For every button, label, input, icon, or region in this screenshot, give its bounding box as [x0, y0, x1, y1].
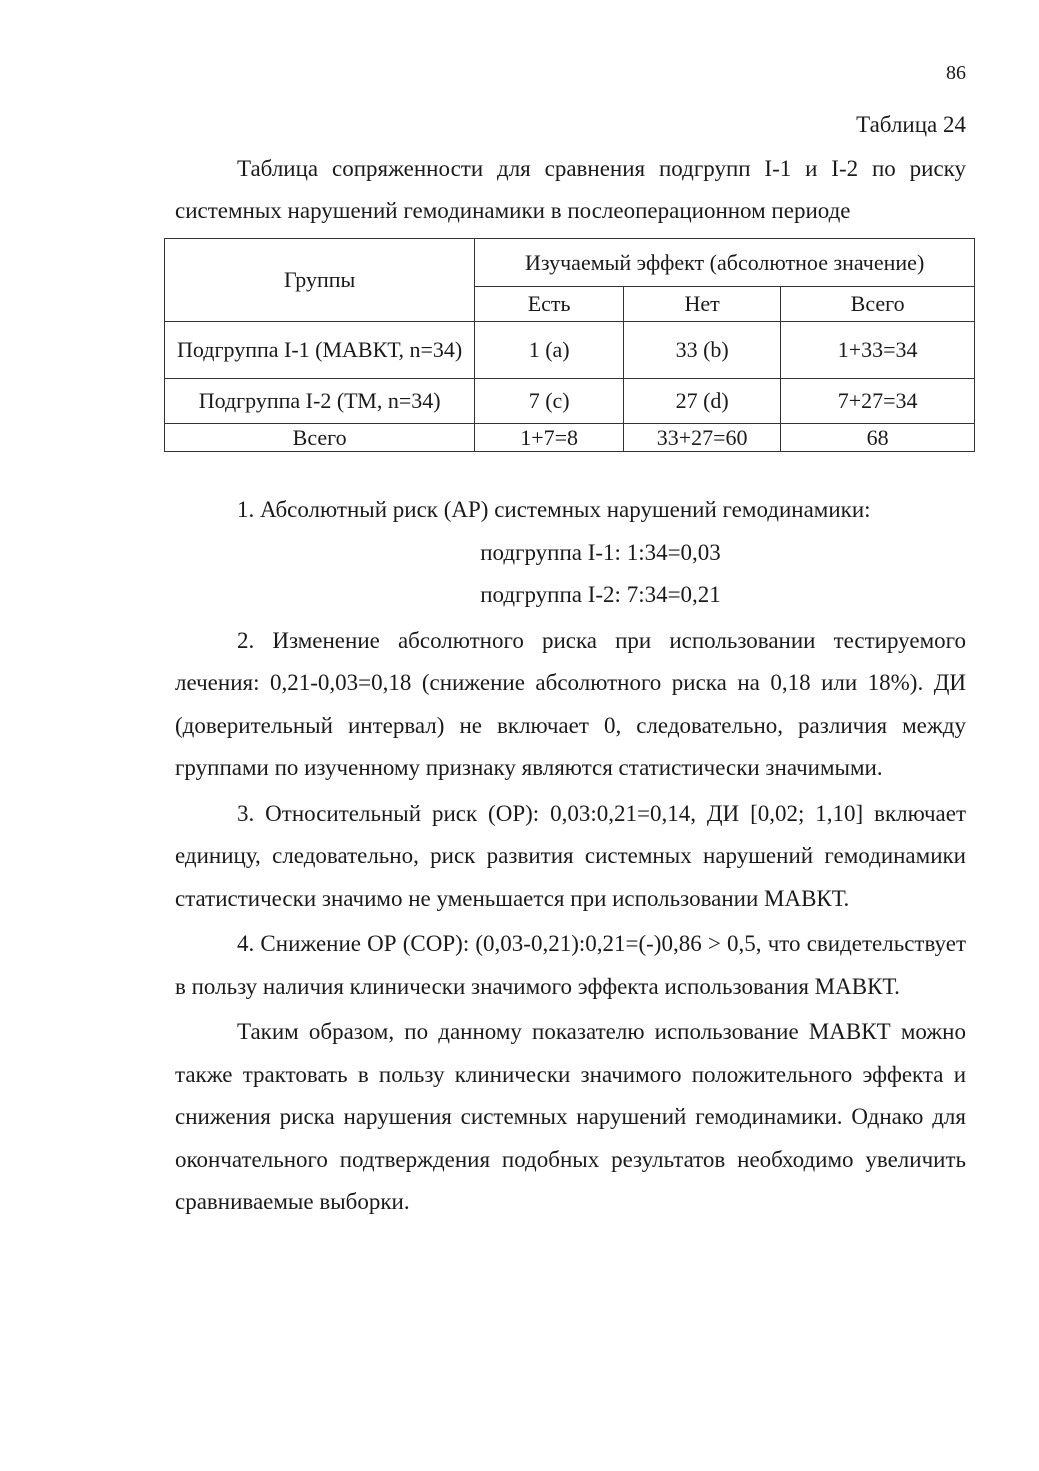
paragraph-absolute-risk: 1. Абсолютный риск (АР) системных нарушений гемодинамики: — [237, 497, 871, 522]
row-total: 7+27=34 — [781, 379, 975, 424]
row-group: Подгруппа I-1 (МАВКТ, n=34) — [165, 322, 475, 379]
header-groups: Группы — [165, 239, 475, 322]
contingency-table — [164, 238, 975, 452]
paragraph-conclusion: Таким образом, по данному показателю использование МАВКТ можно также трактовать в пользу клинически значимого положительного эффекта и снижения риска нарушения системных нарушений гемодинамики. Однако для окончательного подтверждения подобных результатов необходимо увеличить сравниваемые выборки. — [175, 1019, 966, 1214]
header-effect: Изучаемый эффект (абсолютное значение) — [475, 239, 975, 287]
table-row-total — [165, 424, 975, 452]
row-total: 68 — [781, 424, 975, 452]
row-no: 33 (b) — [624, 322, 781, 379]
header-no: Нет — [624, 287, 781, 322]
table-label: Таблица 24 — [856, 112, 966, 137]
row-no: 27 (d) — [624, 379, 781, 424]
row-yes: 7 (c) — [475, 379, 624, 424]
paragraph-relative-risk: 3. Относительный риск (ОР): 0,03:0,21=0,14, ДИ [0,02; 1,10] включает единицу, следовательно, риск развития системных нарушений гемодинамики статистически значимо не уменьшается при использовании МАВКТ. — [175, 800, 966, 911]
table-caption: Таблица сопряженности для сравнения подгрупп I-1 и I-2 по риску системных нарушений гемодинамики в послеоперационном периоде — [175, 156, 966, 223]
page-number: 86 — [946, 62, 966, 84]
row-total: 1+33=34 — [781, 322, 975, 379]
paragraph-risk-change: 2. Изменение абсолютного риска при использовании тестируемого лечения: 0,21-0,03=0,18 (снижение абсолютного риска на 0,18 или 18%). ДИ (доверительный интервал) не включает 0, следовательно, различия между группами по изученному признаку являются статистически значимыми. — [175, 627, 966, 780]
row-no: 33+27=60 — [624, 424, 781, 452]
formula-subgroup-1: подгруппа I-1: 1:34=0,03 — [480, 539, 721, 565]
row-group: Подгруппа I-2 (ТМ, n=34) — [165, 379, 475, 424]
row-yes: 1 (a) — [475, 322, 624, 379]
paragraph-relative-risk-reduction: 4. Снижение ОР (СОР): (0,03-0,21):0,21=(-)0,86 > 0,5, что свидетельствует в пользу наличия клинически значимого эффекта использования МАВКТ. — [175, 931, 966, 999]
body-text — [175, 489, 966, 1224]
formula-subgroup-2: подгруппа I-2: 7:34=0,21 — [480, 582, 721, 607]
header-total: Всего — [781, 287, 975, 322]
row-group: Всего — [165, 424, 475, 452]
table-row — [165, 379, 975, 424]
row-yes: 1+7=8 — [475, 424, 624, 452]
table-header-row — [165, 239, 975, 287]
table-row — [165, 322, 975, 379]
header-yes: Есть — [475, 287, 624, 322]
